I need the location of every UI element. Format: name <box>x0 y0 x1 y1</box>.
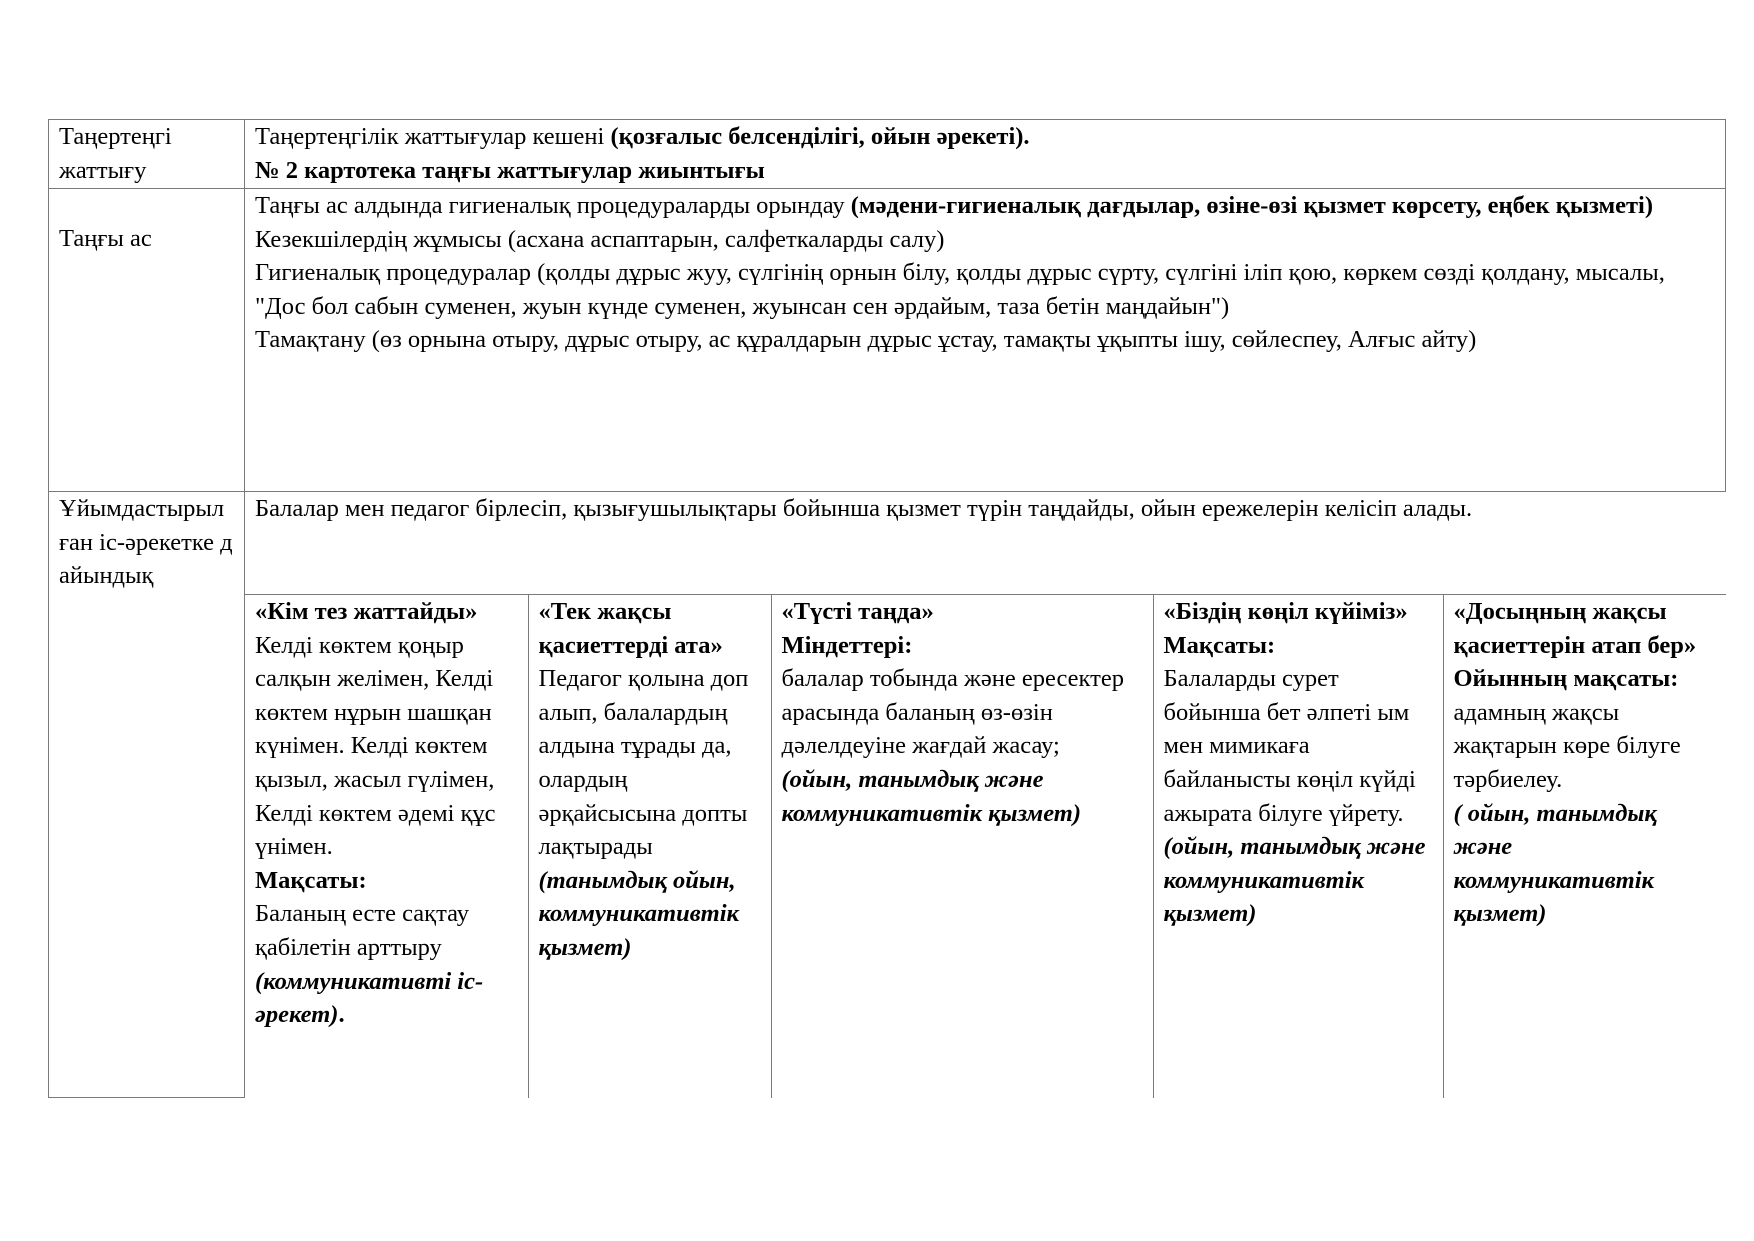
game-tag <box>255 965 518 1032</box>
game-title: «Кім тез жаттайды» <box>255 598 478 625</box>
row-label-preparation <box>49 492 245 1098</box>
row-content-preparation <box>245 492 1726 1098</box>
game-goal <box>1454 662 1717 796</box>
schedule-table <box>48 119 1726 1098</box>
game-body-text: Балаларды сурет бойынша бет әлпеті ым мен мимикаға байланысты көңіл күйді ажырата білуге үйрету. <box>1163 665 1416 827</box>
game-body: Келді көктем қоңыр салқын желімен, Келді көктем нұрын шашқан күнімен. Келді көктем қызыл, жасыл гүлімен, Келді көктем әдемі құс үнімен. <box>255 631 496 861</box>
game-tag-end: . <box>338 1001 345 1029</box>
exercise-line1 <box>255 123 1030 150</box>
exercise-line1-plain: Таңертеңгілік жаттығулар кешені <box>255 123 611 150</box>
games-table <box>245 594 1726 1098</box>
game-tag: ( ойын, танымдық және коммуникативтік қызмет) <box>1453 799 1657 928</box>
game-goal-label: Міндеттері: <box>781 631 913 659</box>
breakfast-p2: Кезекшілердің жұмысы (асхана аспаптарын, салфеткаларды салу) <box>255 225 945 253</box>
row-label-morning-exercise <box>49 120 245 189</box>
breakfast-p1-bold: (мәдени-гигиеналық дағдылар, өзіне-өзі қызмет көрсету, еңбек қызметі) <box>850 192 1654 219</box>
breakfast-p1-plain: Таңғы ас алдында гигиеналық процедураларды орындау <box>255 192 851 219</box>
game-tag-text: (коммуникативті іс-әрекет) <box>255 967 484 1029</box>
game-body: Педагог қолына доп алып, балалардың алдына тұрады да, олардың әрқайсысына допты лақтырады <box>538 665 749 861</box>
breakfast-p4: "Дос бол сабын суменен, жуын күнде суменен, жуынсан сен әрдайым, таза бетін маңдайын") <box>255 292 1230 320</box>
row-content-breakfast <box>245 189 1726 492</box>
prep-intro <box>245 492 1726 594</box>
game-card-tek-zhaksy <box>528 595 771 1098</box>
game-tag: (ойын, танымдық және коммуникативтік қызмет) <box>781 765 1081 827</box>
game-goal-label: Мақсаты: <box>255 866 367 894</box>
game-goal: Баланың есте сақтау қабілетін арттыру <box>255 900 469 961</box>
row-label-breakfast <box>49 189 245 492</box>
prep-intro-text: Балалар мен педагог бірлесіп, қызығушылықтары бойынша қызмет түрін таңдайды, ойын ережелерін келісіп алады. <box>255 495 1473 522</box>
row-preparation <box>49 492 1726 1098</box>
breakfast-p5: Тамақтану (өз орнына отыру, дұрыс отыру, ас құралдарын дұрыс ұстау, тамақты ұқыпты ішу, сөйлеспеу, Алғыс айту) <box>255 326 1477 354</box>
breakfast-p1 <box>255 189 1715 223</box>
game-card-dosynnyn <box>1443 595 1726 1098</box>
game-body <box>1164 662 1433 931</box>
game-title: «Түсті таңда» <box>781 598 934 625</box>
exercise-line1-bold: (қозғалыс белсенділігі, ойын әрекеті). <box>610 123 1030 150</box>
game-tag: (ойын, танымдық және коммуникативтік қызмет) <box>1163 833 1426 928</box>
row-breakfast <box>49 189 1726 492</box>
game-body: адамның жақсы жақтарын көре білуге тәрбиелеу. <box>1453 698 1681 793</box>
label-text: Таңертеңгі жаттығу <box>59 123 172 184</box>
row-content-morning-exercise <box>245 120 1726 189</box>
row-morning-exercise <box>49 120 1726 189</box>
label-text: Таңғы ас <box>59 225 152 252</box>
exercise-line2: № 2 картотека таңғы жаттығулар жиынтығы <box>255 156 765 184</box>
game-card-kim-tez <box>245 595 528 1098</box>
label-text: Ұйымдастырылған іс-әрекетке дайындық <box>59 495 233 590</box>
game-card-koniil-kuiimiz <box>1153 595 1443 1098</box>
games-row <box>245 595 1726 1098</box>
game-card-tusti-tanda <box>771 595 1153 1098</box>
game-title: «Біздің көңіл күйіміз» Мақсаты: <box>1163 598 1408 659</box>
breakfast-p3: Гигиеналық процедуралар (қолды дұрыс жуу, сүлгінің орнын білу, қолды дұрыс сүрту, сүлгіні іліп қою, көркем сөзді қолдану, мысалы, <box>255 259 1665 287</box>
game-title: «Досыңның жақсы қасиеттерін атап бер» <box>1453 598 1697 659</box>
game-title: «Тек жақсы қасиеттерді ата» <box>538 598 723 659</box>
game-body: балалар тобында және ересектер арасында баланың өз-өзін дәлелдеуіне жағдай жасау; <box>781 665 1124 760</box>
game-goal-label: Ойынның мақсаты: <box>1453 665 1679 693</box>
game-tag: (танымдық ойын, коммуникативтік қызмет) <box>538 866 739 961</box>
